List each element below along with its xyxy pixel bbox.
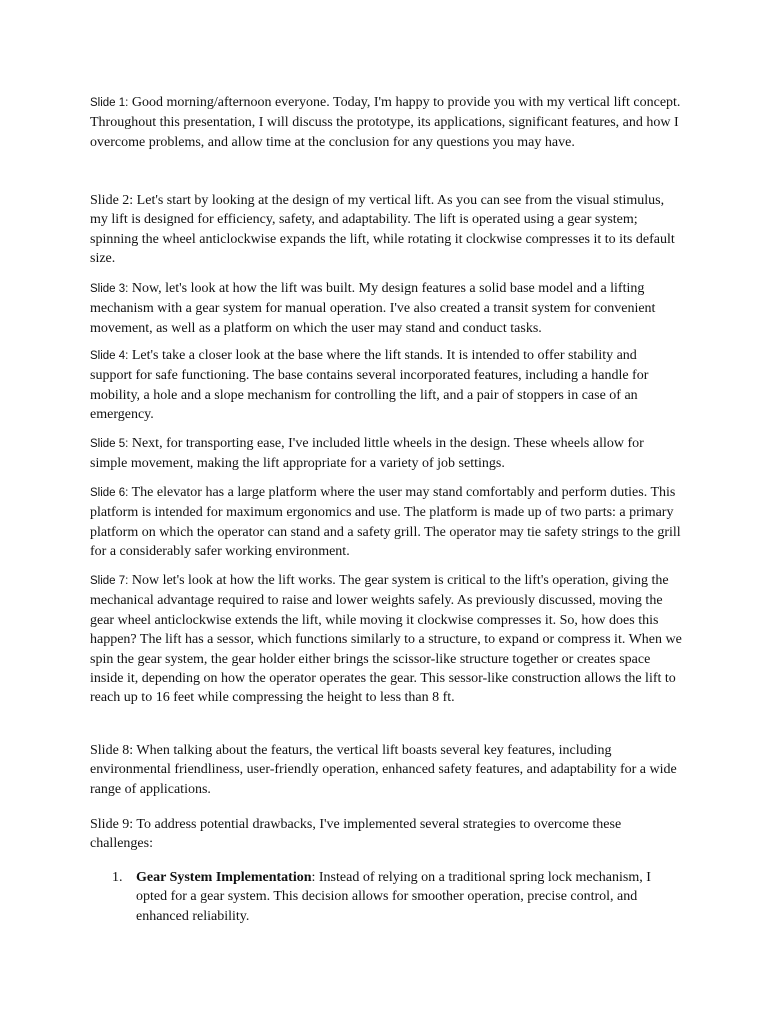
paragraph-slide-2: [90, 191, 682, 269]
paragraph-text: When talking about the featurs, the vertical lift boasts several key features, including environmental friendliness, user-friendly operation, enhanced safety features, and adaptability for a wide range of applications.: [90, 743, 677, 797]
list-item-text: [136, 868, 672, 926]
paragraph-text: Good morning/afternoon everyone. Today, I'm happy to provide you with my vertical lift concept. Throughout this presentation, I will discuss the prototype, its applications, significant features, and how I overcome problems, and allow time at the conclusion for any questions you may have.: [90, 95, 681, 150]
paragraph-slide-5: [90, 434, 682, 474]
paragraph-slide-9: [90, 815, 682, 854]
paragraph-slide-7: [90, 571, 682, 708]
paragraph-slide-3: [90, 279, 682, 338]
paragraph-text: To address potential drawbacks, I've implemented several strategies to overcome these challenges:: [90, 817, 622, 852]
list-number: 1.: [112, 870, 123, 885]
paragraph-text: The elevator has a large platform where the user may stand comfortably and perform duties. This platform is intended for maximum ergonomics and use. The platform is made up of two parts: a primary platform on which the operator can stand and a safety grill. The operator may tie safety strings to the grill for a considerably safer working environment.: [90, 485, 681, 560]
paragraph-slide-8: [90, 741, 682, 799]
paragraph-text: Let's take a closer look at the base where the lift stands. It is intended to offer stability and support for safe functioning. The base contains several incorporated features, including a handle for mobility, a hole and a slope mechanism for controlling the lift, and a pair of stoppers in case of an emergency.: [90, 348, 649, 423]
paragraph-slide-6: [90, 483, 682, 562]
list-item-description: : Instead of relying on a traditional spring lock mechanism, I opted for a gear system. This decision allows for smoother operation, precise control, and enhanced reliability.: [136, 870, 651, 924]
paragraph-text: Now, let's look at how the lift was built. My design features a solid base model and a lifting mechanism with a gear system for manual operation. I've also created a transit system for convenient movement, as well as a platform on which the user may stand and conduct tasks.: [90, 281, 656, 336]
slide-label: Slide 7:: [90, 575, 129, 587]
slide-label: Slide 5:: [90, 438, 129, 450]
paragraph-text: Let's start by looking at the design of my vertical lift. As you can see from the visual stimulus, my lift is designed for efficiency, safety, and adaptability. The lift is operated using a gear system; spinning the wheel anticlockwise expands the lift, while rotating it clockwise compresses it to its default size.: [90, 193, 675, 267]
slide-label: Slide 4:: [90, 350, 129, 362]
slide-label: Slide 8:: [90, 743, 134, 758]
slide-label: Slide 6:: [90, 487, 129, 499]
slide-label: Slide 2:: [90, 193, 134, 208]
slide-label: Slide 1:: [90, 97, 129, 109]
paragraph-text: Now let's look at how the lift works. The gear system is critical to the lift's operation, giving the mechanical advantage required to raise and lower weights safely. As previously discussed, moving the gear wheel anticlockwise extends the lift, while moving it clockwise compresses it. So, how does this happen? The lift has a sessor, which functions similarly to a structure, to expand or compress it. When we spin the gear system, the gear holder either brings the scissor-like structure together or creates space inside it, depending on how the operator operates the gear. This sessor-like construction allows the lift to reach up to 16 feet while compressing the height to less than 8 ft.: [90, 573, 682, 706]
slide-label: Slide 3:: [90, 283, 129, 295]
paragraph-text: Next, for transporting ease, I've included little wheels in the design. These wheels allow for simple movement, making the lift appropriate for a variety of job settings.: [90, 436, 644, 472]
paragraph-slide-1: [90, 93, 682, 152]
paragraph-slide-4: [90, 346, 682, 425]
slide-label: Slide 9:: [90, 817, 134, 832]
list-item-title: Gear System Implementation: [136, 870, 312, 885]
